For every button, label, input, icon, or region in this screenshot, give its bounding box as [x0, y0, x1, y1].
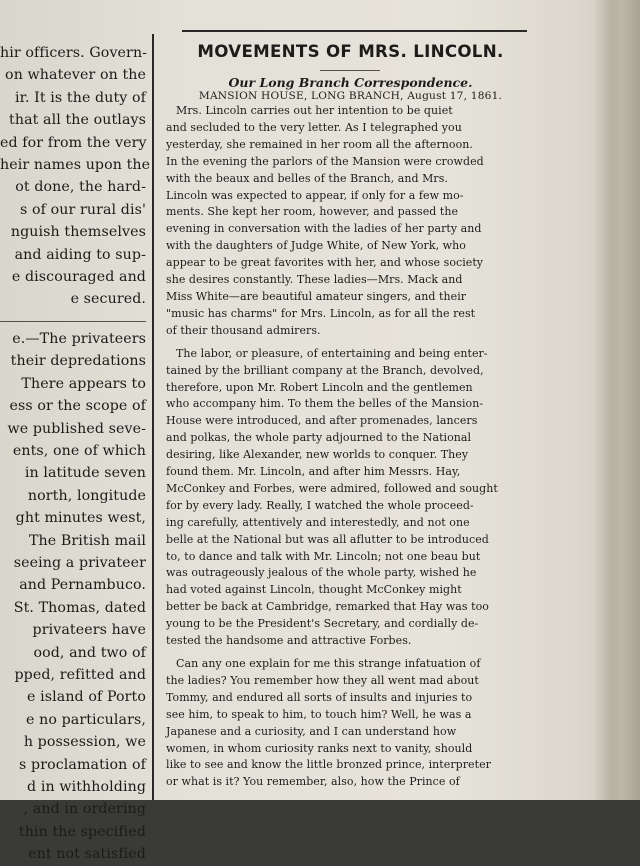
paragraph-1 — [166, 103, 528, 340]
text-line: appear to be great favorites with her, and whose society — [166, 256, 484, 270]
column-divider — [152, 34, 154, 800]
left-column-article-privateers — [0, 328, 146, 866]
text-line: for by every lady. Really, I watched the whole proceed- — [166, 498, 474, 512]
text-line: therefore, upon Mr. Robert Lincoln and the gentlemen — [166, 380, 473, 394]
text-line: that all the outlays — [9, 112, 146, 129]
text-line: with the daughters of Judge White, of New York, who — [166, 239, 466, 253]
text-line: their depredations — [10, 353, 146, 370]
text-line: ing carefully, attentively and interestedly, and not one — [166, 515, 470, 529]
text-line: s of our rural dis' — [20, 201, 146, 218]
text-line: or what is it? You remember, also, how the Prince of — [166, 775, 460, 789]
text-line: and Pernambuco. — [19, 577, 146, 594]
text-line: Japanese and a curiosity, and I can understand how — [166, 724, 457, 738]
text-line: better be back at Cambridge, remarked that Hay was too — [166, 600, 489, 614]
text-line: of their thousand admirers. — [166, 323, 321, 337]
text-line: and aiding to sup- — [14, 246, 146, 263]
paragraph-3 — [166, 656, 528, 791]
text-line: The labor, or pleasure, of entertaining and being enter- — [176, 346, 488, 360]
text-line: d in withholding — [27, 779, 146, 795]
text-line: tested the handsome and attractive Forbes. — [166, 634, 412, 648]
text-line: the ladies? You remember how they all went mad about — [166, 673, 479, 687]
text-line: seeing a privateer — [13, 554, 146, 571]
paragraph-2 — [166, 346, 528, 650]
article-subhead: Our Long Branch Correspondence. — [228, 75, 473, 90]
text-line: In the evening the parlors of the Mansion were crowded — [166, 154, 484, 168]
text-line: like to see and know the little bronzed prince, interpreter — [166, 758, 491, 772]
text-line: e island of Porto — [27, 689, 146, 706]
left-column-article-top — [0, 42, 151, 311]
text-line: St. Thomas, dated — [13, 599, 146, 616]
text-line: and polkas, the whole party adjourned to the National — [166, 431, 472, 445]
text-line: ed for from the very — [0, 134, 147, 151]
text-line: s proclamation of — [19, 756, 146, 773]
text-line: on whatever on the — [5, 67, 146, 84]
text-line: h possession, we — [23, 734, 146, 751]
text-line: The British mail — [28, 532, 146, 549]
text-line: women, in whom curiosity ranks next to vanity, should — [166, 741, 473, 755]
text-line: with the beaux and belles of the Branch, and Mrs. — [166, 171, 448, 185]
text-line: e secured. — [70, 291, 146, 308]
article-body — [166, 103, 528, 791]
text-line: House were introduced, and after promenades, lancers — [166, 414, 478, 428]
text-line: e no particulars, — [25, 711, 146, 728]
text-line: we published seve- — [7, 420, 146, 437]
text-line: Lincoln was expected to appear, if only for a few mo- — [166, 188, 464, 202]
text-line: and secluded to the very letter. As I telegraphed you — [166, 120, 462, 134]
text-line: Can any one explain for me this strange infatuation of — [176, 657, 481, 670]
text-line: tained by the brilliant company at the Branch, devolved, — [166, 363, 484, 377]
page-fold-shadow — [594, 0, 640, 800]
column-top-rule — [182, 30, 527, 32]
text-line: had voted against Lincoln, thought McConkey might — [166, 583, 462, 597]
column-rule — [0, 321, 146, 322]
article-headline: MOVEMENTS OF MRS. LINCOLN. — [197, 42, 504, 62]
text-line: to, to dance and talk with Mr. Lincoln; not one beau but — [166, 549, 481, 563]
text-line: ess or the scope of — [9, 398, 146, 415]
text-line: Tommy, and endured all sorts of insults and injuries to — [166, 690, 473, 704]
text-line: e.—The privateers — [12, 330, 146, 347]
text-line: in latitude seven — [24, 465, 146, 482]
text-line: , and in ordering — [23, 801, 146, 818]
article-dateline: MANSION HOUSE, LONG BRANCH, August 17, 1861. — [198, 90, 503, 102]
text-line: desiring, like Alexander, new worlds to conquer. They — [166, 448, 469, 462]
headline-rule — [320, 70, 380, 71]
text-line: There appears to — [21, 375, 146, 392]
text-line: Mrs. Lincoln carries out her intention to be quiet — [176, 104, 453, 117]
text-line: Miss White—are beautiful amateur singers, and their — [166, 289, 467, 303]
text-line: ents, one of which — [12, 442, 146, 459]
text-line: McConkey and Forbes, were admired, followed and sought — [166, 481, 498, 495]
text-line: belle at the National but was all aflutter to be introduced — [166, 532, 489, 546]
text-line: ood, and two of — [33, 644, 146, 661]
text-line: young to be the President's Secretary, and cordially de- — [166, 617, 479, 631]
text-line: found them. Mr. Lincoln, and after him Messrs. Hay, — [166, 465, 461, 479]
text-line: privateers have — [32, 622, 146, 639]
text-line: evening in conversation with the ladies of her party and — [166, 222, 482, 236]
text-line: nguish themselves — [10, 224, 146, 241]
text-line: was outrageously jealous of the whole party, wished he — [166, 566, 477, 580]
text-line: see him, to speak to him, to touch him? Well, he was a — [166, 707, 472, 721]
text-line: she desires constantly. These ladies—Mrs. Mack and — [166, 273, 463, 287]
main-column — [160, 30, 530, 800]
text-line: ght minutes west, — [15, 510, 146, 527]
text-line: thin the specified — [18, 823, 146, 840]
text-line: ments. She kept her room, however, and passed the — [166, 205, 459, 219]
text-line: heir names upon the — [0, 157, 151, 174]
text-line: hir officers. Govern- — [0, 45, 148, 61]
text-line: north, longitude — [27, 487, 146, 504]
text-line: ent not satisfied — [28, 846, 146, 863]
text-line: ir. It is the duty of — [14, 89, 146, 106]
text-line: who accompany him. To them the belles of the Mansion- — [166, 397, 484, 411]
text-line: pped, refitted and — [14, 666, 146, 683]
text-line: e discouraged and — [11, 269, 146, 286]
left-column — [0, 42, 151, 863]
text-line: yesterday, she remained in her room all the afternoon. — [166, 137, 473, 151]
text-line: "music has charms" for Mrs. Lincoln, as for all the rest — [166, 306, 476, 320]
text-line: ot done, the hard- — [15, 179, 146, 196]
